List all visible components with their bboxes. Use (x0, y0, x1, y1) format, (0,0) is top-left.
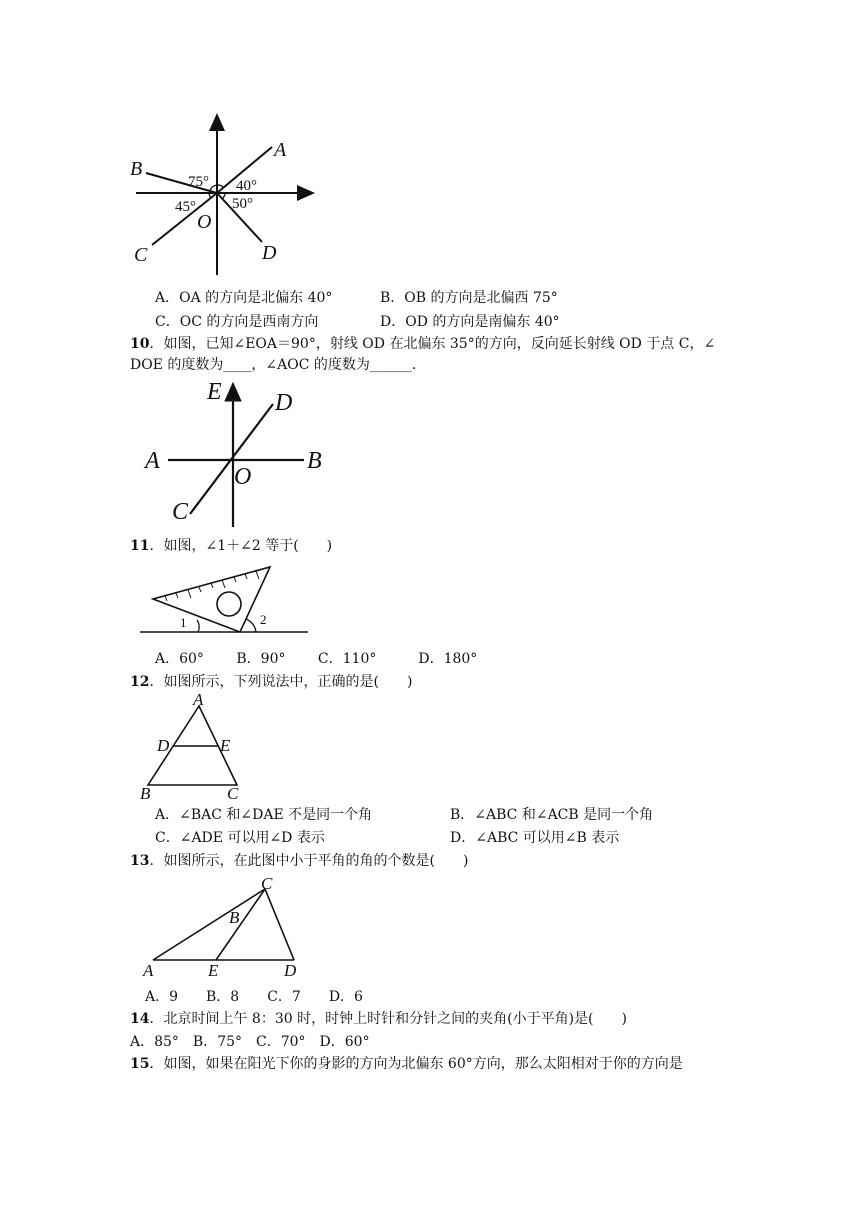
label-D: D (262, 242, 277, 264)
q10-number: 10 (130, 336, 150, 352)
angle-label-2: 2 (260, 612, 267, 627)
angle-label-40: 40° (236, 178, 257, 194)
label-B: B (307, 448, 322, 474)
q13-number: 13 (130, 853, 150, 869)
label-C: C (172, 499, 189, 525)
segment-EC (216, 889, 265, 960)
q10-question-line2: DOE 的度数为____，∠AOC 的度数为______． (130, 357, 426, 373)
label-C: C (261, 874, 273, 893)
q11-number: 11 (130, 538, 150, 554)
label-E: E (208, 961, 219, 980)
q14-number: 14 (130, 1011, 150, 1027)
segment-CD (265, 889, 294, 960)
q14-question (130, 1010, 627, 1028)
label-D: D (275, 390, 293, 416)
label-C: C (227, 784, 239, 803)
q9-option-c: C．OC 的方向是西南方向 (155, 314, 319, 330)
q15-text: ．如图，如果在阳光下你的身影的方向为北偏东 60°方向，那么太阳相对于你的方向是 (149, 1056, 683, 1072)
q12-option-a: A．∠BAC 和∠DAE 不是同一个角 (155, 807, 373, 823)
label-D: D (284, 961, 297, 980)
label-O: O (234, 464, 252, 490)
q12-option-c: C．∠ADE 可以用∠D 表示 (155, 830, 325, 846)
q15-question (130, 1055, 683, 1073)
label-D: D (157, 736, 170, 755)
angle-label-75: 75° (188, 174, 209, 190)
q13-options: A．9 B．8 C．7 D．6 (145, 989, 363, 1005)
angle-label-50: 50° (232, 196, 253, 212)
label-E: E (207, 379, 222, 405)
label-C: C (134, 244, 148, 266)
label-A: A (274, 139, 287, 161)
label-A: A (145, 448, 160, 474)
q14-options: A．85° B．75° C．70° D．60° (130, 1034, 370, 1050)
label-E: E (220, 736, 231, 755)
label-B: B (140, 784, 151, 803)
label-A: A (143, 961, 154, 980)
q12-option-b: B．∠ABC 和∠ACB 是同一个角 (450, 807, 654, 823)
q9-option-d: D．OD 的方向是南偏东 40° (380, 314, 560, 330)
angle-label-1: 1 (180, 615, 187, 630)
q15-number: 15 (130, 1056, 150, 1072)
label-O: O (197, 211, 212, 233)
q12-text: ．如图所示，下列说法中，正确的是( ) (149, 674, 413, 690)
label-B: B (130, 158, 143, 180)
q12-number: 12 (130, 674, 150, 690)
q10-text-1: ．如图，已知∠EOA＝90°，射线 OD 在北偏东 35°的方向，反向延长射线 OD 于点 C，∠ (149, 336, 716, 352)
label-B: B (229, 908, 240, 927)
label-A: A (193, 690, 204, 709)
q13-text: ．如图所示，在此图中小于平角的角的个数是( ) (149, 853, 469, 869)
q9-option-a: A．OA 的方向是北偏东 40° (155, 290, 333, 306)
q11-options: A．60° B．90° C．110° D．180° (155, 651, 478, 667)
segment-AC (153, 889, 265, 960)
q14-text: ．北京时间上午 8：30 时，时钟上时针和分针之间的夹角(小于平角)是( ) (149, 1011, 627, 1027)
q11-text: ．如图，∠1＋∠2 等于( ) (149, 538, 333, 554)
angle-label-45: 45° (175, 199, 196, 215)
q9-option-b: B．OB 的方向是北偏西 75° (380, 290, 558, 306)
q12-option-d: D．∠ABC 可以用∠B 表示 (450, 830, 620, 846)
